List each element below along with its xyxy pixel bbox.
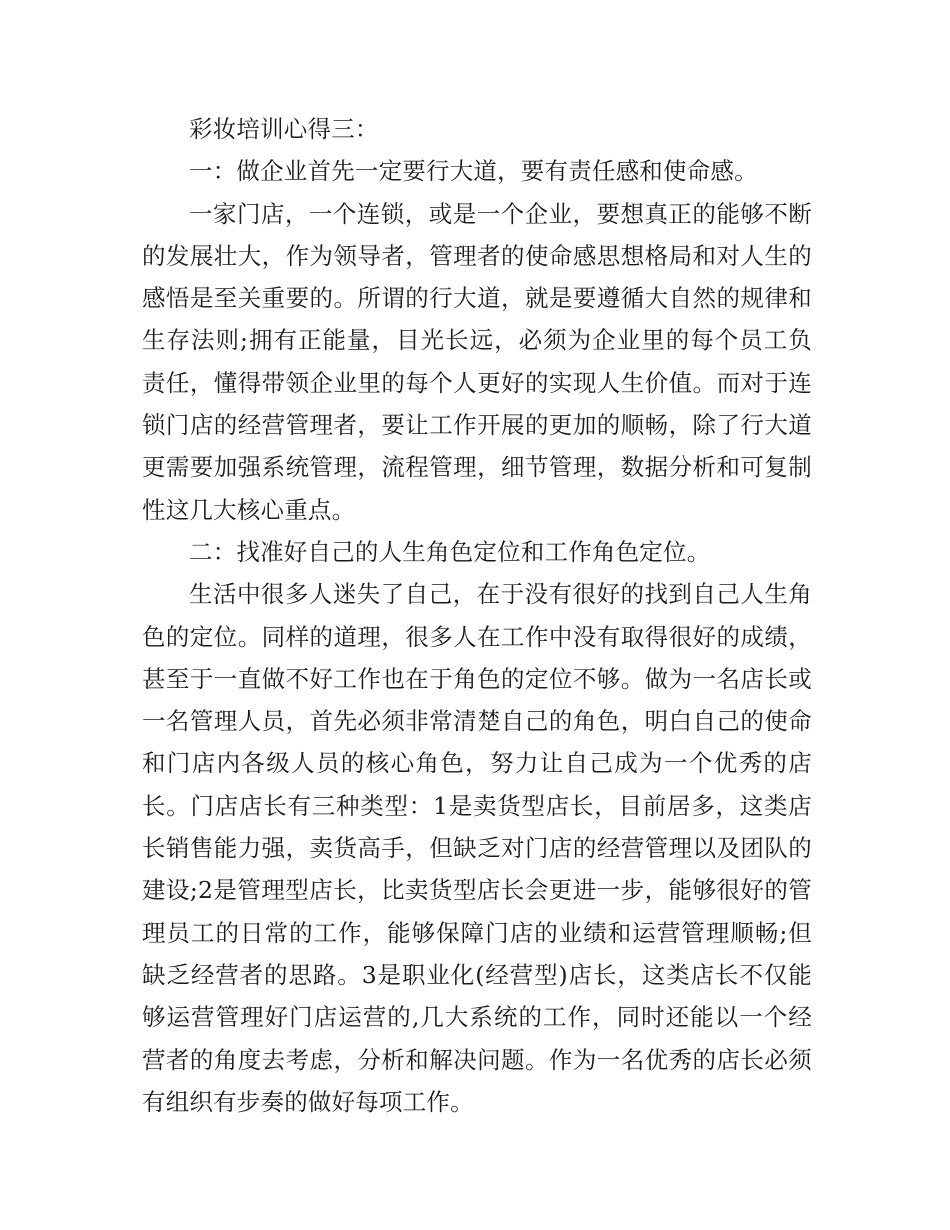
heading-one: 一：做企业首先一定要行大道，要有责任感和使命感。 (189, 157, 758, 186)
section-title: 彩妆培训心得三： (189, 115, 379, 143)
paragraph-two: 生活中很多人迷失了自己，在于没有很好的找到自己人生角色的定位。同样的道理，很多人在工作中没有取得很好的成绩，甚至于一直做不好工作也在于角色的定位不够。做为一名店长或一名管理人员，首先必须非常清楚自己的角色，明白自己的使命和门店内各级人员的核心角色，努力让自己成为一个优秀的店长。门店店长有三种类型：1是卖货型店长，目前居多，这类店长销售能力强，卖货高手，但缺乏对门店的经营管理以及团队的建设;2是管理型店长，比卖货型店长会更进一步，能够很好的管理员工的日常的工作，能够保障门店的业绩和运营管理顺畅;但缺乏经营者的思路。3是职业化(经营型)店长，这类店长不仅能够运营管理好门店运营的,几大系统的工作，同时还能以一个经营者的角度去考虑，分析和解决问题。作为一名优秀的店长必须有组织有步奏的做好每项工作。 (142, 580, 812, 1116)
document-page (142, 108, 812, 1123)
heading-two: 二：找准好自己的人生角色定位和工作角色定位。 (189, 537, 711, 566)
paragraph-one: 一家门店，一个连锁，或是一个企业，要想真正的能够不断的发展壮大，作为领导者，管理者的使命感思想格局和对人生的感悟是至关重要的。所谓的行大道，就是要遵循大自然的规律和生存法则;拥有正能量，目光长远，必须为企业里的每个员工负责任，懂得带领企业里的每个人更好的实现人生价值。而对于连锁门店的经营管理者，要让工作开展的更加的顺畅，除了行大道更需要加强系统管理，流程管理，细节管理，数据分析和可复制性这几大核心重点。 (142, 199, 812, 524)
